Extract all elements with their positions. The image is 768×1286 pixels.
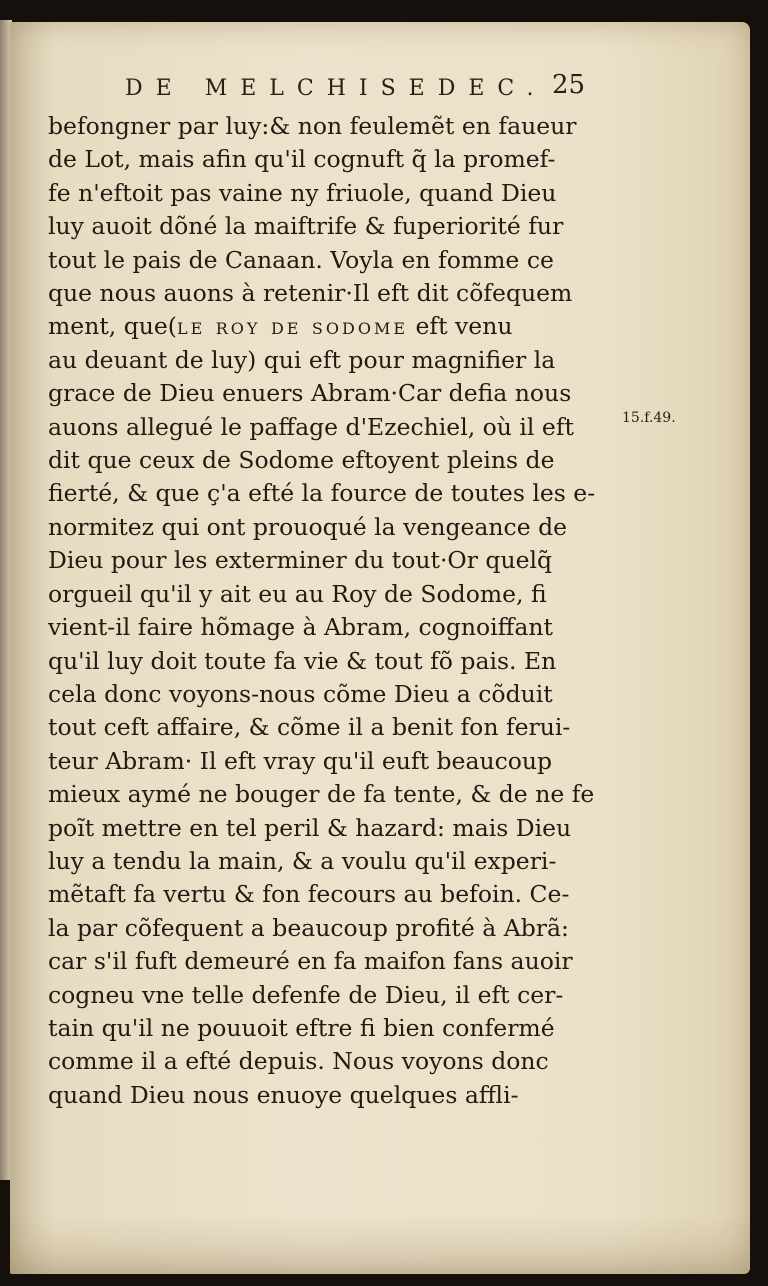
text-line: poĩt mettre en tel peril & hazard: mais Dieu <box>48 813 572 842</box>
text-line: luy a tendu la main, & a voulu qu'il experi- <box>48 846 557 875</box>
text-line: grace de Dieu enuers Abram·Car defia nous <box>48 379 572 408</box>
text-line: cela donc voyons-nous cõme Dieu a cõduit <box>48 679 553 708</box>
text-line: mieux aymé ne bouger de fa tente, & de ne fe <box>48 780 595 809</box>
running-title: DE MELCHISEDEC. <box>125 76 547 101</box>
text-line: comme il a efté depuis. Nous voyons donc <box>48 1047 549 1076</box>
text-line: normitez qui ont prouoqué la vengeance de <box>48 512 568 541</box>
text-line: tain qu'il ne pouuoit eftre fi bien confermé <box>48 1013 555 1042</box>
marginal-reference: 15.f.49. <box>622 410 676 426</box>
text-line: au deuant de luy) qui eft pour magnifier la <box>48 345 556 374</box>
text-line: de Lot, mais afin qu'il cognuft q̃ la promef- <box>48 145 556 174</box>
text-line: Dieu pour les exterminer du tout·Or quelq̃ <box>48 546 553 575</box>
text-line: mẽtaft fa vertu & fon fecours au befoin. Ce- <box>48 880 570 909</box>
text-line: teur Abram· Il eft vray qu'il euft beaucoup <box>48 746 553 775</box>
text-line: quand Dieu nous enuoye quelques affli- <box>48 1080 519 1109</box>
text-line: fierté, & que ç'a efté la fource de toutes les e- <box>48 479 596 508</box>
text-line: orgueil qu'il y ait eu au Roy de Sodome, fi <box>48 579 547 608</box>
text-line: fe n'eftoit pas vaine ny friuole, quand Dieu <box>48 178 557 207</box>
text-line: auons allegué le paffage d'Ezechiel, où il eft <box>48 412 574 441</box>
text-line: tout ceft affaire, & cõme il a benit fon ferui- <box>48 713 571 742</box>
text-line: luy auoit dõné la maiftrife & fuperiorité fur <box>48 212 564 241</box>
text-line: que nous auons à retenir·Il eft dit cõfequem <box>48 279 573 308</box>
text-line-start: ment, que( <box>48 312 177 341</box>
page-number: 25 <box>552 70 586 100</box>
text-line: cogneu vne telle defenfe de Dieu, il eft cer- <box>48 980 564 1009</box>
body-text <box>48 110 604 1112</box>
text-line: vient-il faire hõmage à Abram, cognoiffant <box>48 613 553 642</box>
text-line <box>48 310 604 343</box>
text-line-end: eft venu <box>408 312 513 341</box>
text-line: car s'il fuft demeuré en fa maifon fans auoir <box>48 947 573 976</box>
text-line: qu'il luy doit toute fa vie & tout fõ pais. En <box>48 646 557 675</box>
text-line: la par cõfequent a beaucoup profité à Abrã: <box>48 913 569 942</box>
text-line: tout le pais de Canaan. Voyla en fomme ce <box>48 245 554 274</box>
smallcaps-phrase: le roy de sodome <box>176 312 409 341</box>
text-line: dit que ceux de Sodome eftoyent pleins de <box>48 446 555 475</box>
text-line: befongner par luy:& non feulemẽt en faueur <box>48 112 577 140</box>
